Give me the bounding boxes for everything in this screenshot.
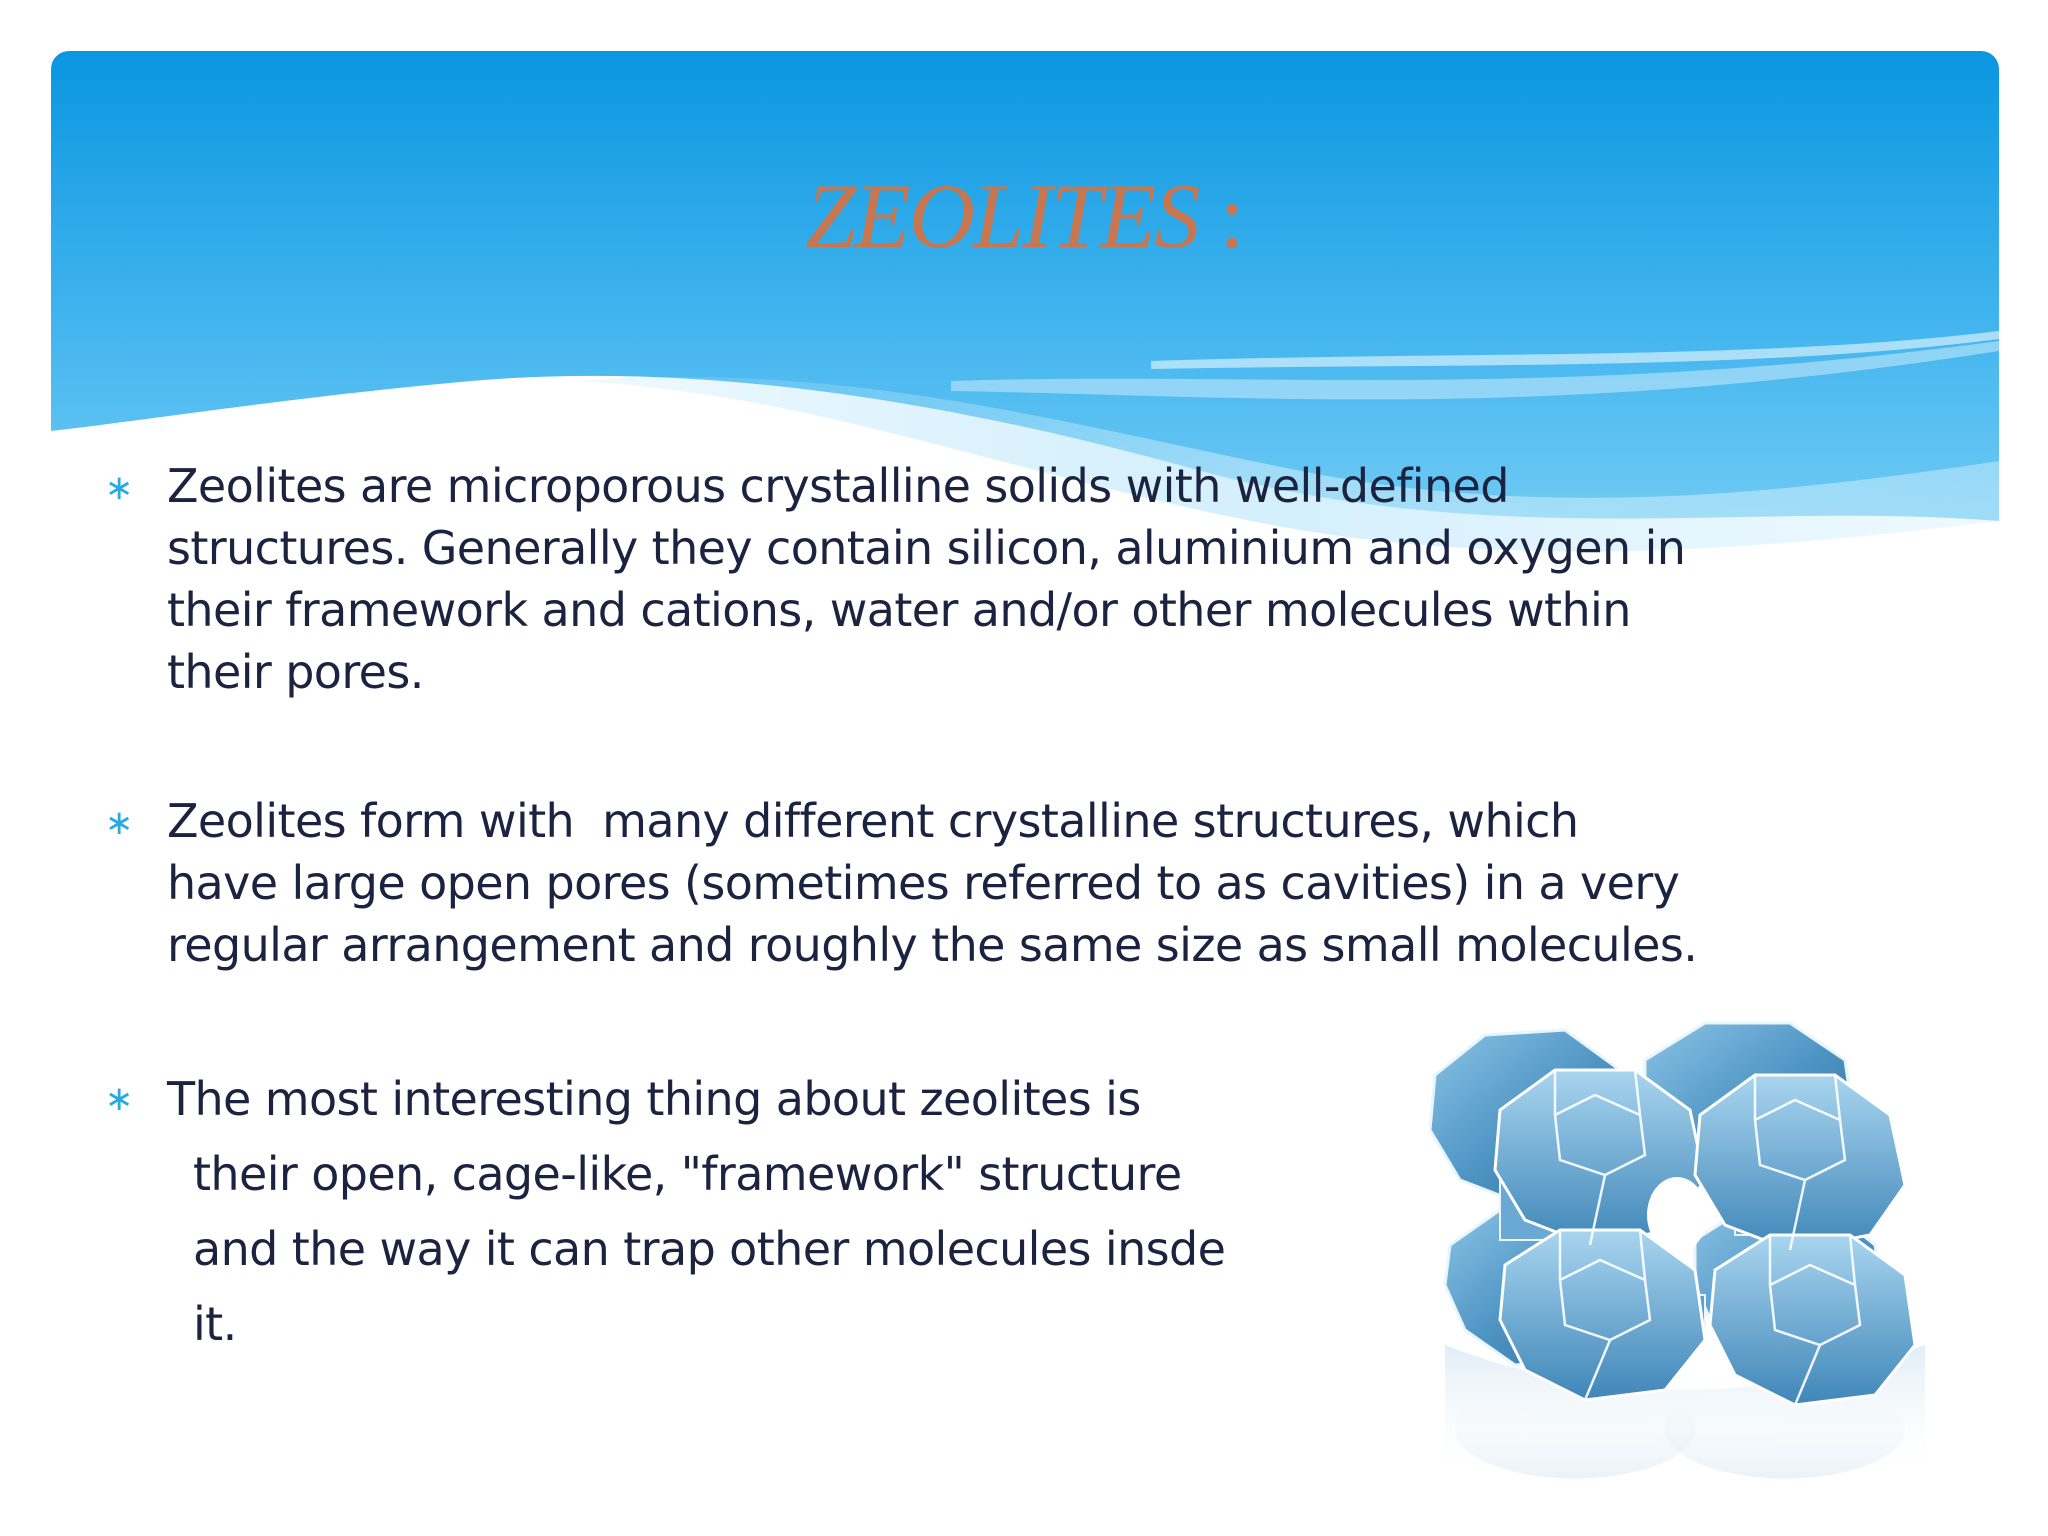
- slide-title-text: ZEOLITES: [805, 165, 1199, 267]
- bullet-text: [167, 790, 1697, 976]
- asterisk-bullet-icon: ∗: [105, 1079, 134, 1119]
- bullet-line: have large open pores (sometimes referred to as cavities) in a very: [167, 856, 1680, 910]
- bullet-line: and the way it can trap other molecules insde: [193, 1222, 1226, 1276]
- bullet-line: their pores.: [167, 645, 424, 699]
- bullet-line: Zeolites form with many different crystalline structures, which: [167, 794, 1579, 848]
- bullet-line: Zeolites are microporous crystalline solids with well-defined: [167, 459, 1509, 513]
- bullet-line: The most interesting thing about zeolites is: [167, 1072, 1141, 1126]
- asterisk-bullet-icon: ∗: [105, 803, 134, 843]
- bullet-line: their framework and cations, water and/or other molecules wthin: [167, 583, 1631, 637]
- bullet-text: [167, 1062, 1225, 1362]
- bullet-line: regular arrangement and roughly the same size as small molecules.: [167, 918, 1698, 972]
- bullet-line: their open, cage-like, "framework" structure: [193, 1147, 1182, 1201]
- zeolite-framework-image: [1405, 1015, 1945, 1485]
- bullet-line: it.: [193, 1297, 237, 1351]
- asterisk-bullet-icon: ∗: [105, 468, 134, 508]
- bullet-text: [167, 455, 1685, 703]
- bullet-line: structures. Generally they contain silicon, aluminium and oxygen in: [167, 521, 1686, 575]
- slide-title-colon: :: [1219, 165, 1243, 267]
